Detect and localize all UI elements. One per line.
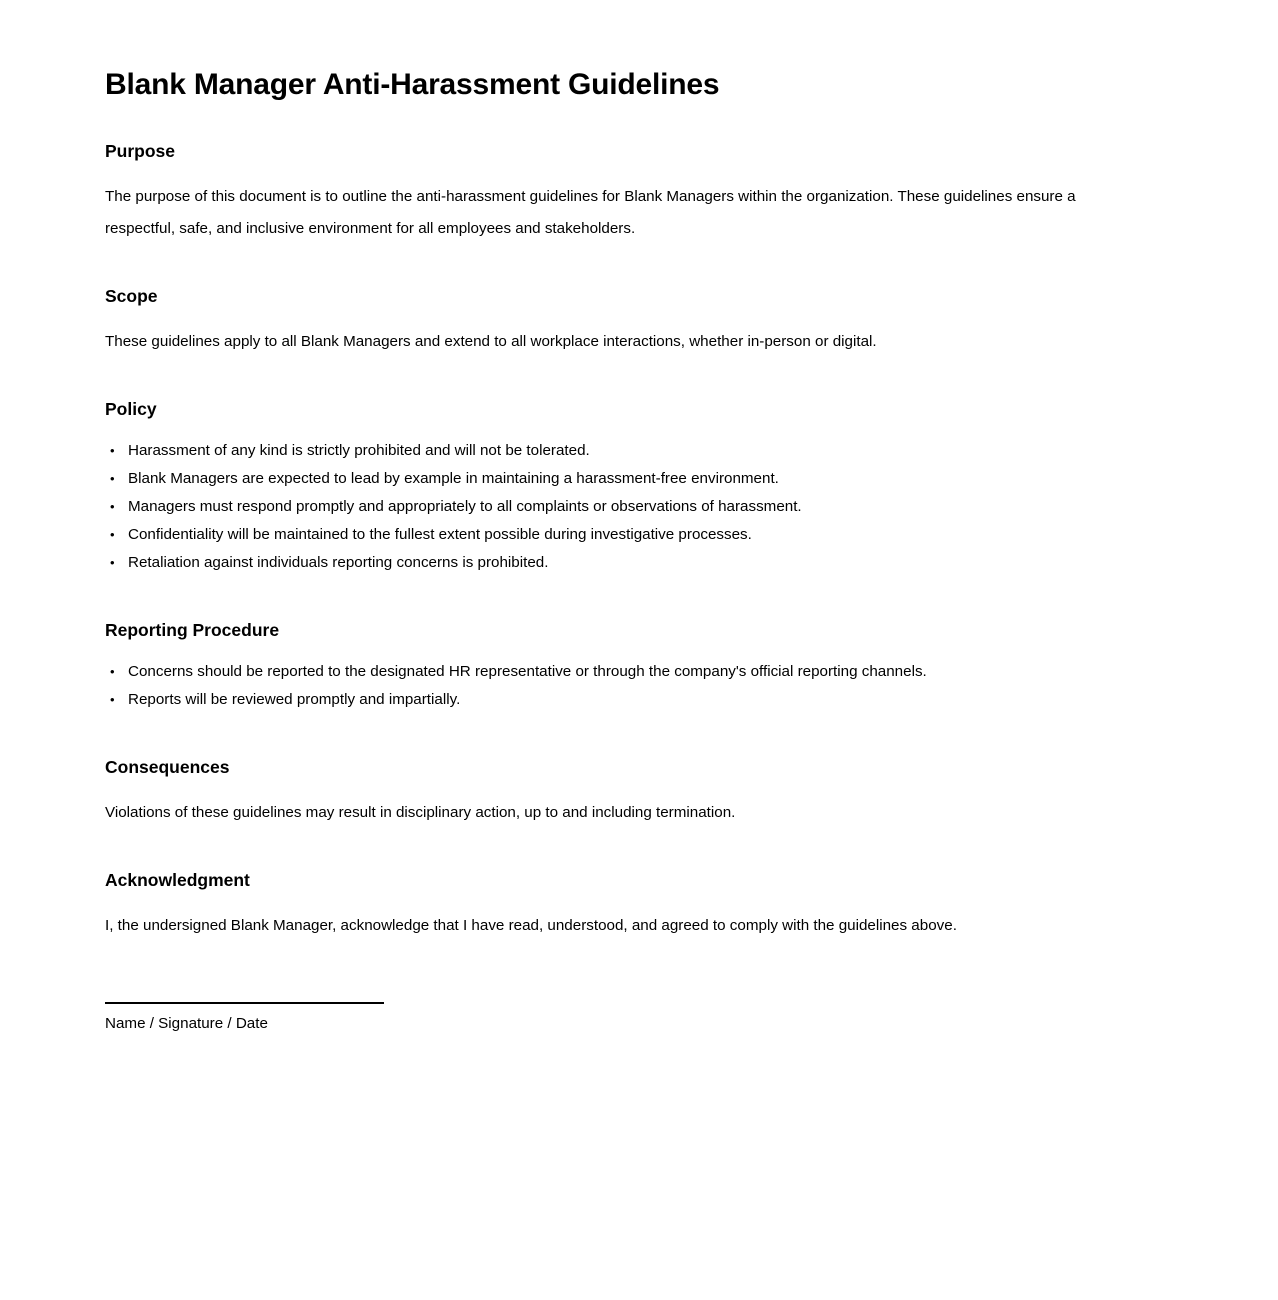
list-item: • Concerns should be reported to the designated HR representative or through the company's official reporting channels. <box>105 658 1137 686</box>
list-item: • Harassment of any kind is strictly prohibited and will not be tolerated. <box>105 437 1137 465</box>
list-item: • Retaliation against individuals reporting concerns is prohibited. <box>105 549 1137 577</box>
section-heading-consequences: Consequences <box>105 757 230 777</box>
section-heading-acknowledgment: Acknowledgment <box>105 870 250 890</box>
section-paragraph-consequences: Violations of these guidelines may result in disciplinary action, up to and including termination. <box>105 804 736 821</box>
list-item: • Confidentiality will be maintained to the fullest extent possible during investigative processes. <box>105 521 1137 549</box>
spacer <box>105 420 1137 437</box>
spacer <box>105 641 1137 658</box>
page-title: Blank Manager Anti-Harassment Guidelines <box>105 68 720 101</box>
policy-bullet-list <box>105 437 1137 577</box>
section-heading-reporting-procedure: Reporting Procedure <box>105 620 280 640</box>
spacer <box>105 358 1137 398</box>
signature-line[interactable] <box>105 1002 384 1004</box>
list-item: • Reports will be reviewed promptly and impartially. <box>105 686 1137 714</box>
spacer <box>105 891 1137 910</box>
spacer <box>105 778 1137 797</box>
section-reporting-procedure <box>105 619 1137 714</box>
spacer <box>105 577 1137 619</box>
section-consequences <box>105 756 1137 829</box>
section-acknowledgment <box>105 869 1137 942</box>
section-policy <box>105 398 1137 577</box>
section-paragraph-purpose: The purpose of this document is to outline the anti-harassment guidelines for Blank Managers within the organization. These guidelines ensure a respectful, safe, and inclusive environment for all employees and stakeholders. <box>105 188 1076 237</box>
section-purpose <box>105 140 1137 245</box>
spacer <box>105 104 1137 140</box>
reporting-procedure-bullet-list <box>105 658 1137 714</box>
signature-caption: Name / Signature / Date <box>105 1015 268 1032</box>
spacer <box>105 307 1137 326</box>
spacer <box>105 942 1137 1002</box>
section-paragraph-acknowledgment: I, the undersigned Blank Manager, acknowledge that I have read, understood, and agreed to comply with the guidelines above. <box>105 917 957 934</box>
section-paragraph-scope: These guidelines apply to all Blank Managers and extend to all workplace interactions, whether in-person or digital. <box>105 333 877 350</box>
signature-block <box>105 1002 1137 1038</box>
section-heading-purpose: Purpose <box>105 141 176 161</box>
section-scope <box>105 285 1137 358</box>
spacer <box>105 829 1137 869</box>
list-item: • Blank Managers are expected to lead by example in maintaining a harassment-free environment. <box>105 465 1137 493</box>
spacer <box>105 714 1137 756</box>
spacer <box>105 162 1137 181</box>
section-heading-scope: Scope <box>105 286 158 306</box>
document-content <box>105 66 1137 1038</box>
spacer <box>105 245 1137 285</box>
list-item: • Managers must respond promptly and appropriately to all complaints or observations of harassment. <box>105 493 1137 521</box>
section-heading-policy: Policy <box>105 399 157 419</box>
